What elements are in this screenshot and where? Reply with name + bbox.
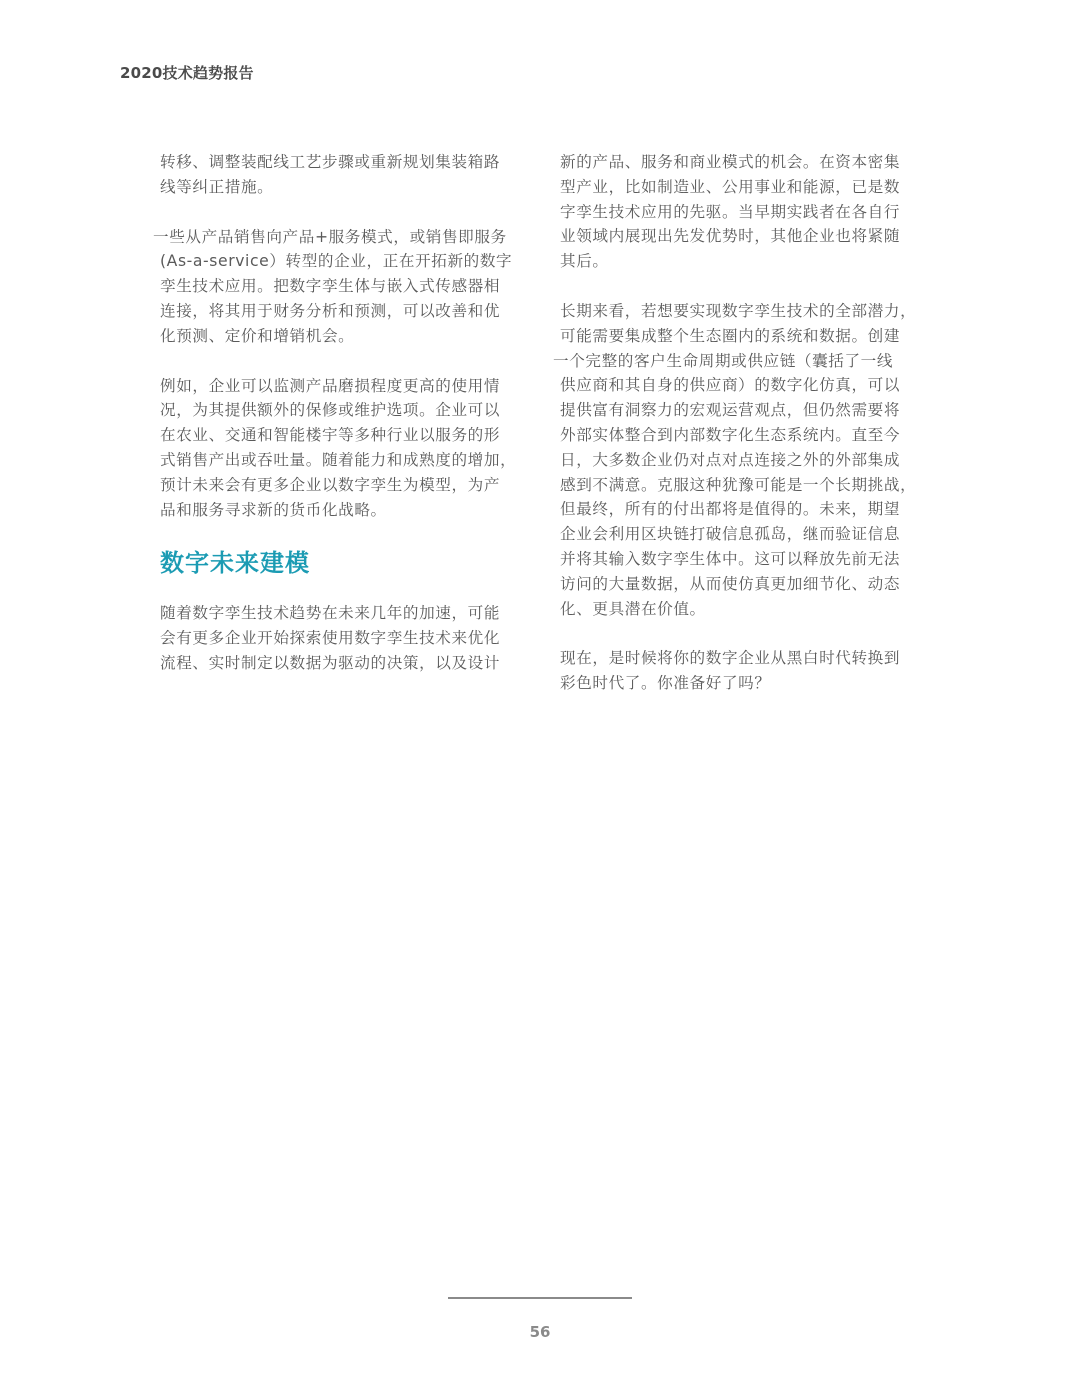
text-line: 在农业、交通和智能楼宇等多种行业以服务的形 xyxy=(160,426,501,445)
text-line: 式销售产出或吞吐量。随着能力和成熟度的增加， xyxy=(160,450,517,469)
text-line: 现在，是时候将你的数字企业从黑白时代转换到 xyxy=(560,649,901,668)
right-column xyxy=(553,150,920,721)
text-line: 业领域内展现出先发优势时，其他企业也将紧随 xyxy=(560,227,901,246)
text-line: 会有更多企业开始探索使用数字孪生技术来优化 xyxy=(160,629,501,648)
paragraph xyxy=(160,601,520,675)
text-line: 例如，企业可以监测产品磨损程度更高的使用情 xyxy=(160,376,501,395)
paragraph xyxy=(153,225,520,349)
text-line: 外部实体整合到内部数字化生态系统内。直至今 xyxy=(560,425,901,444)
text-line: 流程、实时制定以数据为驱动的决策，以及设计 xyxy=(160,653,501,672)
paragraph xyxy=(560,646,920,696)
text-line: 化预测、定价和增销机会。 xyxy=(160,326,355,345)
text-line: 型产业，比如制造业、公用事业和能源，已是数 xyxy=(560,177,901,196)
text-line: (As-a-service）转型的企业，正在开拓新的数字 xyxy=(160,252,513,271)
text-line: 提供富有洞察力的宏观运营观点，但仍然需要将 xyxy=(560,401,901,420)
text-line: 预计未来会有更多企业以数字孪生为模型，为产 xyxy=(160,475,501,494)
text-line: 随着数字孪生技术趋势在未来几年的加速，可能 xyxy=(160,604,501,623)
paragraph xyxy=(560,150,920,274)
text-line: 供应商和其自身的供应商）的数字化仿真，可以 xyxy=(560,376,901,395)
text-line: 其后。 xyxy=(560,252,609,271)
text-line: 连接，将其用于财务分析和预测，可以改善和优 xyxy=(160,301,501,320)
page-number: 56 xyxy=(529,1323,551,1341)
text-line: 一个完整的客户生命周期或供应链（囊括了一线 xyxy=(553,351,894,370)
text-line: 但最终，所有的付出都将是值得的。未来，期望 xyxy=(560,500,901,519)
text-line: 转移、调整装配线工艺步骤或重新规划集装箱路 xyxy=(160,153,501,171)
left-column xyxy=(153,150,520,701)
paragraph xyxy=(160,374,520,523)
text-line: 孪生技术应用。把数字孪生体与嵌入式传感器相 xyxy=(160,277,501,296)
text-line: 线等纠正措施。 xyxy=(160,177,274,196)
text-line: 访问的大量数据，从而使仿真更加细节化、动态 xyxy=(560,574,901,593)
text-line: 企业会利用区块链打破信息孤岛，继而验证信息 xyxy=(560,525,901,544)
text-line: 化、更具潜在价值。 xyxy=(560,599,706,618)
paragraph xyxy=(553,299,920,621)
section-heading: 数字未来建模 xyxy=(160,549,310,578)
text-line: 可能需要集成整个生态圈内的系统和数据。创建 xyxy=(560,326,901,345)
text-line: 字孪生技术应用的先驱。当早期实践者在各自行 xyxy=(560,202,901,221)
paragraph xyxy=(160,150,520,200)
text-line: 并将其输入数字孪生体中。这可以释放先前无法 xyxy=(560,549,901,568)
running-header-title: 2020技术趋势报告 xyxy=(120,64,254,82)
text-line: 感到不满意。克服这种犹豫可能是一个长期挑战， xyxy=(560,475,917,494)
text-line: 新的产品、服务和商业模式的机会。在资本密集 xyxy=(560,153,901,171)
text-line: 况，为其提供额外的保修或维护选项。企业可以 xyxy=(160,401,501,420)
footer-divider xyxy=(448,1297,632,1299)
text-line: 一些从产品销售向产品+服务模式，或销售即服务 xyxy=(153,227,507,246)
text-line: 日，大多数企业仍对点对点连接之外的外部集成 xyxy=(560,450,901,469)
text-line: 长期来看，若想要实现数字孪生技术的全部潜力， xyxy=(560,301,917,320)
text-line: 品和服务寻求新的货币化战略。 xyxy=(160,500,387,519)
text-line: 彩色时代了。你准备好了吗？ xyxy=(560,674,771,693)
